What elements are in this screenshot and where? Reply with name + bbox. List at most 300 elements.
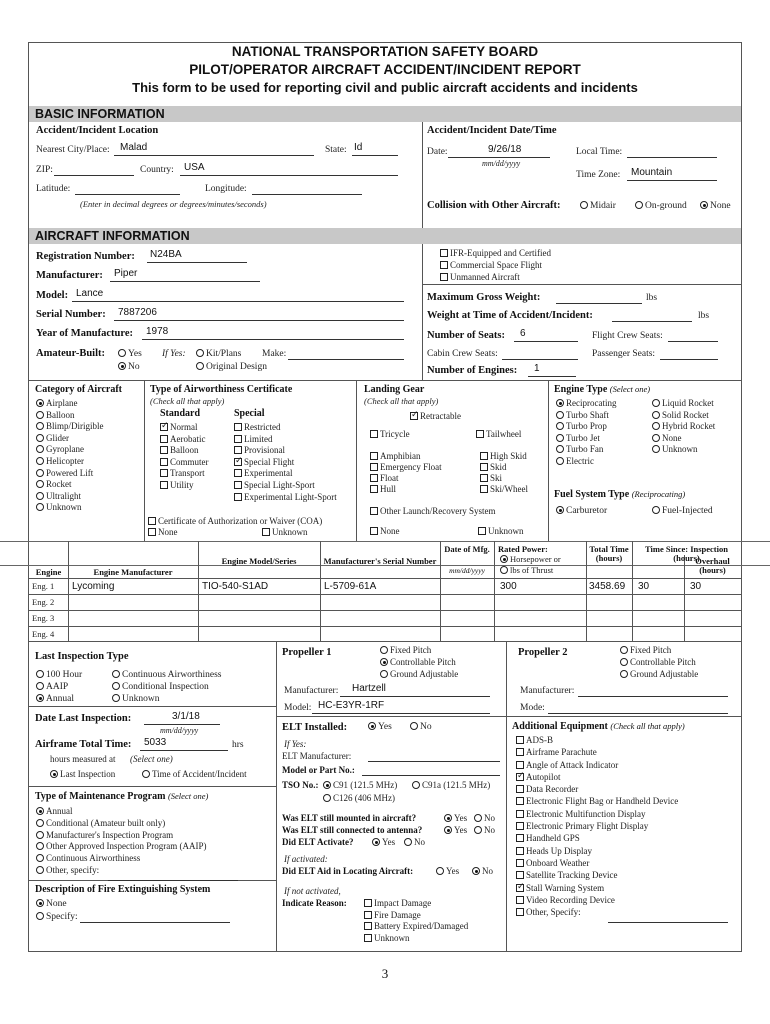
engine-type-option-b-1[interactable]: Solid Rocket bbox=[652, 410, 715, 422]
airworthiness-heading: Type of Airworthiness Certificate bbox=[150, 384, 293, 395]
last-inspection-date-field[interactable]: 3/1/18 bbox=[172, 711, 200, 722]
category-option-9[interactable]: Unknown bbox=[36, 502, 104, 514]
special-cert-option-0[interactable]: Restricted bbox=[234, 422, 337, 434]
equipment-option-7[interactable]: Electronic Primary Flight Display bbox=[516, 820, 678, 832]
prop2-model-label: Mode: bbox=[520, 703, 545, 713]
checkbox-icon bbox=[234, 435, 242, 443]
radio-icon bbox=[620, 670, 628, 678]
radio-icon bbox=[118, 349, 126, 357]
form-title-report: PILOT/OPERATOR AIRCRAFT ACCIDENT/INCIDENT REPORT bbox=[189, 62, 581, 77]
prop1-controllable-pitch[interactable]: Controllable Pitch bbox=[380, 657, 456, 667]
radio-selected-icon bbox=[700, 201, 708, 209]
hours-measured-label: hours measured at bbox=[50, 754, 116, 764]
equipment-option-4[interactable]: Data Recorder bbox=[516, 783, 678, 795]
radio-icon bbox=[36, 854, 44, 862]
radio-icon bbox=[652, 445, 660, 453]
inspection-date-format: mm/dd/yyyy bbox=[160, 726, 199, 735]
standard-cert-option-2[interactable]: Balloon bbox=[160, 445, 209, 457]
gear-high-skid[interactable]: High Skid bbox=[480, 451, 527, 461]
propeller1-heading: Propeller 1 bbox=[282, 647, 332, 658]
amateur-built-label: Amateur-Built: bbox=[36, 348, 106, 359]
fuel-system-heading: Fuel System Type (Reciprocating) bbox=[554, 489, 686, 500]
col-engine: Engine bbox=[35, 567, 62, 577]
inspection-100-hour[interactable]: 100 Hour bbox=[36, 670, 82, 680]
category-list bbox=[36, 398, 104, 514]
standard-cert-option-5[interactable]: Utility bbox=[160, 480, 209, 492]
category-option-4[interactable]: Gyroplane bbox=[36, 444, 104, 456]
radio-icon bbox=[474, 814, 482, 822]
engine-type-heading: Engine Type (Select one) bbox=[554, 384, 651, 395]
radio-selected-icon bbox=[372, 838, 380, 846]
radio-selected-icon bbox=[323, 781, 331, 789]
propeller2-heading: Propeller 2 bbox=[518, 647, 568, 658]
standard-cert-option-1[interactable]: Aerobatic bbox=[160, 434, 209, 446]
manufacturer-field[interactable]: Piper bbox=[114, 268, 138, 279]
checkbox-icon bbox=[160, 469, 168, 477]
col-date-format: mm/dd/yyyy bbox=[449, 566, 485, 575]
coa-option[interactable]: Certificate of Authorization or Waiver (COA) bbox=[148, 516, 322, 526]
equipment-option-13[interactable]: Video Recording Device bbox=[516, 894, 678, 906]
standard-cert-option-3[interactable]: Commuter bbox=[160, 457, 209, 469]
checkbox-icon bbox=[364, 899, 372, 907]
certificate-none[interactable]: None bbox=[148, 527, 178, 537]
checkbox-icon bbox=[480, 463, 488, 471]
col-serial: Manufacturer's Serial Number bbox=[323, 556, 437, 566]
gear-ski[interactable]: Ski bbox=[480, 473, 502, 483]
seats-label: Number of Seats: bbox=[427, 330, 505, 341]
latlon-note: (Enter in decimal degrees or degrees/minutes/seconds) bbox=[80, 199, 267, 209]
radio-icon bbox=[36, 480, 44, 488]
elt-mounted-no[interactable]: No bbox=[474, 813, 495, 823]
gear-amphibian[interactable]: Amphibian bbox=[370, 451, 421, 461]
radio-icon bbox=[36, 842, 44, 850]
radio-icon bbox=[112, 670, 120, 678]
radio-icon bbox=[36, 866, 44, 874]
radio-icon bbox=[196, 362, 204, 370]
zip-label: ZIP: bbox=[36, 165, 53, 175]
elt-activate-no[interactable]: No bbox=[404, 837, 425, 847]
equipment-option-6[interactable]: Electronic Multifunction Display bbox=[516, 808, 678, 820]
col-rated-power: Rated Power: bbox=[498, 544, 548, 554]
prop2-fixed-pitch[interactable]: Fixed Pitch bbox=[620, 645, 671, 655]
fire-extinguishing-heading: Description of Fire Extinguishing System bbox=[35, 884, 211, 895]
fuel-injected[interactable]: Fuel-Injected bbox=[652, 506, 713, 516]
elt-reason-option-0[interactable]: Impact Damage bbox=[364, 898, 468, 910]
elt-connected-no[interactable]: No bbox=[474, 825, 495, 835]
maintenance-option-0[interactable]: Annual bbox=[36, 806, 206, 818]
last-inspection-date-label: Date Last Inspection: bbox=[35, 713, 132, 724]
equipment-option-2[interactable]: Angle of Attack Indicator bbox=[516, 759, 678, 771]
gear-emergency-float[interactable]: Emergency Float bbox=[370, 462, 442, 472]
radio-icon bbox=[36, 457, 44, 465]
category-option-0[interactable]: Airplane bbox=[36, 398, 104, 410]
special-cert-option-1[interactable]: Limited bbox=[234, 434, 337, 446]
gear-tailwheel[interactable]: Tailwheel bbox=[476, 429, 521, 439]
category-option-8[interactable]: Ultralight bbox=[36, 491, 104, 503]
fuel-carburetor[interactable]: Carburetor bbox=[556, 506, 607, 516]
additional-equipment-list bbox=[516, 734, 678, 918]
radio-icon bbox=[36, 411, 44, 419]
serial-label: Serial Number: bbox=[36, 309, 106, 320]
engine-type-option-3[interactable]: Turbo Jet bbox=[556, 433, 616, 445]
checkbox-icon bbox=[370, 485, 378, 493]
commercial-space-flight[interactable]: Commercial Space Flight bbox=[440, 260, 542, 270]
maintenance-heading: Type of Maintenance Program (Select one) bbox=[35, 791, 209, 802]
thrust-option[interactable]: lbs of Thrust bbox=[500, 565, 553, 575]
model-field[interactable]: Lance bbox=[76, 288, 104, 299]
checkbox-icon bbox=[516, 871, 524, 879]
section-aircraft-information: AIRCRAFT INFORMATION bbox=[29, 228, 741, 244]
engine-row-1-mfr[interactable]: Lycoming bbox=[72, 581, 115, 592]
radio-icon bbox=[556, 411, 564, 419]
fire-none[interactable]: None bbox=[36, 899, 67, 909]
engine-type-option-b-2[interactable]: Hybrid Rocket bbox=[652, 421, 715, 433]
elt-if-activated: If activated: bbox=[284, 854, 328, 864]
equipment-option-9[interactable]: Heads Up Display bbox=[516, 845, 678, 857]
category-option-1[interactable]: Balloon bbox=[36, 410, 104, 422]
radio-icon bbox=[36, 831, 44, 839]
radio-icon bbox=[474, 826, 482, 834]
checkbox-icon bbox=[516, 797, 524, 805]
checkbox-icon bbox=[370, 507, 378, 515]
engines-label: Number of Engines: bbox=[427, 365, 518, 376]
elt-aid-yes[interactable]: Yes bbox=[436, 866, 459, 876]
datetime-heading: Accident/Incident Date/Time bbox=[427, 125, 557, 136]
checkbox-icon bbox=[516, 785, 524, 793]
amateur-no[interactable]: No bbox=[118, 362, 140, 372]
prop2-manufacturer-label: Manufacturer: bbox=[520, 686, 575, 696]
collision-none[interactable]: None bbox=[700, 201, 731, 211]
radio-icon bbox=[36, 469, 44, 477]
elt-activate-label: Did ELT Activate? bbox=[282, 837, 354, 847]
inspection-unknown[interactable]: Unknown bbox=[112, 694, 159, 704]
engine-type-option-5[interactable]: Electric bbox=[556, 456, 616, 468]
cabin-crew-seats-label: Cabin Crew Seats: bbox=[427, 349, 498, 359]
engine-row-1-serial[interactable]: L-5709-61A bbox=[324, 581, 377, 592]
engine-row-1-total[interactable]: 3458.69 bbox=[589, 581, 626, 592]
engine-row-2-eng: Eng. 2 bbox=[32, 597, 55, 607]
checkbox-icon bbox=[516, 908, 524, 916]
equipment-option-14[interactable]: Other, Specify: bbox=[516, 906, 678, 918]
radio-icon bbox=[196, 349, 204, 357]
engine-row-1-power[interactable]: 300 bbox=[500, 581, 517, 592]
gear-other[interactable]: Other Launch/Recovery System bbox=[370, 506, 495, 516]
gear-unknown[interactable]: Unknown bbox=[478, 526, 524, 536]
passenger-seats-label: Passenger Seats: bbox=[592, 349, 656, 359]
radio-selected-icon bbox=[36, 399, 44, 407]
radio-selected-icon bbox=[500, 555, 508, 563]
radio-icon bbox=[635, 201, 643, 209]
radio-selected-icon bbox=[36, 807, 44, 815]
prop1-model-label: Model: bbox=[284, 703, 312, 713]
prop2-controllable-pitch[interactable]: Controllable Pitch bbox=[620, 657, 696, 667]
elt-reason-option-1[interactable]: Fire Damage bbox=[364, 910, 468, 922]
elt-mounted-label: Was ELT still mounted in aircraft? bbox=[282, 813, 417, 823]
engine-type-option-b-0[interactable]: Liquid Rocket bbox=[652, 398, 715, 410]
radio-icon bbox=[500, 566, 508, 574]
radio-icon bbox=[36, 912, 44, 920]
radio-icon bbox=[36, 819, 44, 827]
radio-icon bbox=[652, 411, 660, 419]
engine-type-option-b-3[interactable]: None bbox=[652, 433, 715, 445]
year-field[interactable]: 1978 bbox=[146, 326, 169, 337]
radio-icon bbox=[36, 434, 44, 442]
inspection-annual[interactable]: Annual bbox=[36, 694, 74, 704]
maintenance-option-5[interactable]: Other, specify: bbox=[36, 865, 206, 877]
inspection-aaip[interactable]: AAIP bbox=[36, 682, 68, 692]
checkbox-icon bbox=[370, 430, 378, 438]
elt-activate-yes[interactable]: Yes bbox=[372, 837, 395, 847]
collision-label: Collision with Other Aircraft: bbox=[427, 200, 561, 211]
elt-tso-c91[interactable]: C91 (121.5 MHz) bbox=[323, 780, 397, 790]
elt-aid-no[interactable]: No bbox=[472, 866, 493, 876]
col-date-mfg: Date of Mfg. bbox=[444, 544, 490, 554]
prop2-ground-adjustable[interactable]: Ground Adjustable bbox=[620, 669, 698, 679]
col-engine-manufacturer: Engine Manufacturer bbox=[93, 567, 173, 577]
gear-none[interactable]: None bbox=[370, 526, 400, 536]
category-heading: Category of Aircraft bbox=[35, 384, 123, 395]
date-format-note: mm/dd/yyyy bbox=[482, 159, 521, 168]
special-cert-option-2[interactable]: Provisional bbox=[234, 445, 337, 457]
radio-selected-icon bbox=[36, 694, 44, 702]
checkbox-icon bbox=[370, 527, 378, 535]
checkbox-icon bbox=[234, 423, 242, 431]
category-option-2[interactable]: Blimp/Dirigible bbox=[36, 421, 104, 433]
engine-type-option-b-4[interactable]: Unknown bbox=[652, 444, 715, 456]
local-time-label: Local Time: bbox=[576, 147, 623, 157]
original-design-option[interactable]: Original Design bbox=[196, 362, 267, 372]
elt-if-not-activated: If not activated, bbox=[284, 886, 341, 896]
engines-field[interactable]: 1 bbox=[534, 363, 540, 374]
maintenance-option-4[interactable]: Continuous Airworthiness bbox=[36, 853, 206, 865]
equipment-option-0[interactable]: ADS-B bbox=[516, 734, 678, 746]
gear-float[interactable]: Float bbox=[370, 473, 399, 483]
special-cert-option-5[interactable]: Special Light-Sport bbox=[234, 480, 337, 492]
checkbox-icon bbox=[516, 822, 524, 830]
elt-tso-c126[interactable]: C126 (406 MHz) bbox=[323, 793, 395, 803]
col-engine-model: Engine Model/Series bbox=[221, 556, 297, 566]
maintenance-option-3[interactable]: Other Approved Inspection Program (AAIP) bbox=[36, 841, 206, 853]
col-time-since: Time Since: Inspection (hours) bbox=[645, 544, 728, 563]
checkbox-icon bbox=[234, 469, 242, 477]
equipment-option-12[interactable]: ✓Stall Warning System bbox=[516, 882, 678, 894]
radio-icon bbox=[652, 506, 660, 514]
serial-field[interactable]: 7887206 bbox=[118, 307, 157, 318]
amateur-yes[interactable]: Yes bbox=[118, 349, 142, 359]
kit-plans-option[interactable]: Kit/Plans bbox=[196, 349, 241, 359]
radio-icon bbox=[36, 492, 44, 500]
equipment-option-8[interactable]: Handheld GPS bbox=[516, 832, 678, 844]
measured-last-inspection[interactable]: Last Inspection bbox=[50, 769, 115, 779]
engine-type-option-0[interactable]: Reciprocating bbox=[556, 398, 616, 410]
radio-selected-icon bbox=[556, 399, 564, 407]
checkbox-icon bbox=[364, 922, 372, 930]
equipment-option-1[interactable]: Airframe Parachute bbox=[516, 746, 678, 758]
radio-icon bbox=[436, 867, 444, 875]
engine-row-3-eng: Eng. 3 bbox=[32, 613, 55, 623]
checkbox-icon bbox=[160, 458, 168, 466]
equipment-option-5[interactable]: Electronic Flight Bag or Handheld Device bbox=[516, 795, 678, 807]
radio-selected-icon bbox=[472, 867, 480, 875]
seats-field[interactable]: 6 bbox=[520, 328, 526, 339]
engine-row-1-ovh[interactable]: 30 bbox=[690, 581, 702, 592]
elt-if-yes: If Yes: bbox=[284, 739, 307, 749]
page-number: 3 bbox=[381, 966, 389, 981]
lbs-unit: lbs bbox=[646, 293, 658, 303]
checkbox-icon bbox=[478, 527, 486, 535]
gear-retractable[interactable]: ✓Retractable bbox=[410, 411, 461, 421]
engine-type-option-2[interactable]: Turbo Prop bbox=[556, 421, 616, 433]
registration-label: Registration Number: bbox=[36, 251, 135, 262]
model-label: Model: bbox=[36, 290, 69, 301]
radio-icon bbox=[36, 445, 44, 453]
standard-cert-option-4[interactable]: Transport bbox=[160, 468, 209, 480]
prop1-model-field[interactable]: HC-E3YR-1RF bbox=[318, 700, 385, 711]
prop1-ground-adjustable[interactable]: Ground Adjustable bbox=[380, 669, 458, 679]
inspection-conditional[interactable]: Conditional Inspection bbox=[112, 682, 209, 692]
checkbox-icon bbox=[480, 474, 488, 482]
prop1-manufacturer-field[interactable]: Hartzell bbox=[352, 683, 386, 694]
radio-selected-icon bbox=[556, 506, 564, 514]
flight-crew-seats-label: Flight Crew Seats: bbox=[592, 331, 663, 341]
maintenance-option-1[interactable]: Conditional (Amateur built only) bbox=[36, 818, 206, 830]
date-label: Date: bbox=[427, 147, 448, 157]
latitude-label: Latitude: bbox=[36, 184, 71, 194]
make-label: Make: bbox=[262, 349, 287, 359]
engine-row-1-model[interactable]: TIO-540-S1AD bbox=[202, 581, 269, 592]
radio-selected-icon bbox=[444, 814, 452, 822]
checkbox-icon bbox=[234, 446, 242, 454]
engine-type-list-right bbox=[652, 398, 715, 456]
max-gross-weight-label: Maximum Gross Weight: bbox=[427, 292, 541, 303]
checkbox-checked-icon bbox=[516, 884, 524, 892]
checkbox-icon bbox=[516, 859, 524, 867]
maintenance-option-2[interactable]: Manufacturer's Inspection Program bbox=[36, 830, 206, 842]
standard-cert-option-0[interactable]: ✓Normal bbox=[160, 422, 209, 434]
form-title-agency: NATIONAL TRANSPORTATION SAFETY BOARD bbox=[231, 44, 539, 59]
country-label: Country: bbox=[140, 165, 174, 175]
checkbox-icon bbox=[440, 249, 448, 257]
radio-selected-icon bbox=[380, 658, 388, 666]
checkbox-icon bbox=[148, 517, 156, 525]
additional-equipment-heading: Additional Equipment (Check all that apply) bbox=[512, 721, 685, 732]
equipment-option-11[interactable]: Satellite Tracking Device bbox=[516, 869, 678, 881]
radio-icon bbox=[142, 770, 150, 778]
lbs-unit: lbs bbox=[698, 311, 710, 321]
radio-icon bbox=[620, 658, 628, 666]
col-total-time: Total Time (hours) bbox=[589, 544, 629, 563]
state-field[interactable]: Id bbox=[354, 142, 363, 153]
engine-row-4-eng: Eng. 4 bbox=[32, 629, 55, 639]
category-option-6[interactable]: Powered Lift bbox=[36, 468, 104, 480]
horsepower-option[interactable]: Horsepower or bbox=[500, 554, 561, 564]
equipment-option-10[interactable]: Onboard Weather bbox=[516, 857, 678, 869]
collision-midair[interactable]: Midair bbox=[580, 201, 616, 211]
radio-icon bbox=[652, 422, 660, 430]
checkbox-checked-icon bbox=[516, 773, 524, 781]
radio-icon bbox=[556, 434, 564, 442]
col-overhaul: Overhaul (hours) bbox=[695, 556, 730, 575]
weight-at-accident-label: Weight at Time of Accident/Incident: bbox=[427, 310, 593, 321]
date-field[interactable]: 9/26/18 bbox=[488, 144, 522, 155]
gear-hull[interactable]: Hull bbox=[370, 484, 396, 494]
hrs-unit: hrs bbox=[232, 740, 244, 750]
standard-list bbox=[160, 422, 209, 492]
equipment-option-3[interactable]: ✓Autopilot bbox=[516, 771, 678, 783]
engine-type-option-1[interactable]: Turbo Shaft bbox=[556, 410, 616, 422]
checkbox-icon bbox=[148, 528, 156, 536]
location-heading: Accident/Incident Location bbox=[36, 125, 159, 136]
category-option-5[interactable]: Helicopter bbox=[36, 456, 104, 468]
landing-gear-heading: Landing Gear bbox=[364, 384, 425, 395]
gear-tricycle[interactable]: Tricycle bbox=[370, 429, 410, 439]
engine-type-option-4[interactable]: Turbo Fan bbox=[556, 444, 616, 456]
last-inspection-heading: Last Inspection Type bbox=[35, 651, 129, 662]
checkbox-icon bbox=[516, 834, 524, 842]
timezone-field[interactable]: Mountain bbox=[631, 167, 673, 178]
measured-time-of-accident[interactable]: Time of Accident/Incident bbox=[142, 769, 247, 779]
special-cert-option-3[interactable]: ✓Special Flight bbox=[234, 457, 337, 469]
registration-field[interactable]: N24BA bbox=[150, 249, 182, 260]
collision-onground[interactable]: On-ground bbox=[635, 201, 687, 211]
ifr-equipped[interactable]: IFR-Equipped and Certified bbox=[440, 248, 551, 258]
checkbox-icon bbox=[370, 463, 378, 471]
unmanned-aircraft[interactable]: Unmanned Aircraft bbox=[440, 272, 520, 282]
category-option-7[interactable]: Rocket bbox=[36, 479, 104, 491]
checkbox-icon bbox=[516, 847, 524, 855]
prop1-manufacturer-label: Manufacturer: bbox=[284, 686, 339, 696]
if-yes-note: If Yes: bbox=[162, 349, 186, 359]
checkbox-icon bbox=[516, 896, 524, 904]
radio-icon bbox=[652, 434, 660, 442]
certificate-unknown[interactable]: Unknown bbox=[262, 527, 308, 537]
category-option-3[interactable]: Glider bbox=[36, 433, 104, 445]
radio-selected-icon bbox=[444, 826, 452, 834]
special-list bbox=[234, 422, 337, 503]
gear-skid[interactable]: Skid bbox=[480, 462, 507, 472]
checkbox-icon bbox=[480, 485, 488, 493]
radio-icon bbox=[556, 445, 564, 453]
elt-reason-option-2[interactable]: Battery Expired/Damaged bbox=[364, 921, 468, 933]
engine-row-1-eng: Eng. 1 bbox=[32, 581, 55, 591]
special-heading: Special bbox=[234, 408, 265, 419]
country-field[interactable]: USA bbox=[184, 162, 205, 173]
city-field[interactable]: Malad bbox=[120, 142, 148, 153]
elt-mounted-yes[interactable]: Yes bbox=[444, 813, 467, 823]
maintenance-list bbox=[36, 806, 206, 877]
special-cert-option-6[interactable]: Experimental Light-Sport bbox=[234, 492, 337, 504]
year-label: Year of Manufacture: bbox=[36, 328, 134, 339]
prop1-fixed-pitch[interactable]: Fixed Pitch bbox=[380, 645, 431, 655]
fire-specify[interactable]: Specify: bbox=[36, 912, 78, 922]
special-cert-option-4[interactable]: Experimental bbox=[234, 468, 337, 480]
elt-connected-yes[interactable]: Yes bbox=[444, 825, 467, 835]
inspection-continuous[interactable]: Continuous Airworthiness bbox=[112, 670, 222, 680]
gear-ski-wheel[interactable]: Ski/Wheel bbox=[480, 484, 528, 494]
elt-reason-option-3[interactable]: Unknown bbox=[364, 933, 468, 945]
elt-tso-c91a[interactable]: C91a (121.5 MHz) bbox=[412, 780, 490, 790]
elt-no[interactable]: No bbox=[410, 722, 432, 732]
elt-aid-label: Did ELT Aid in Locating Aircraft: bbox=[282, 866, 414, 876]
airframe-time-field[interactable]: 5033 bbox=[144, 737, 167, 748]
radio-icon bbox=[620, 646, 628, 654]
checkbox-icon bbox=[516, 736, 524, 744]
checkbox-icon bbox=[234, 493, 242, 501]
elt-yes[interactable]: Yes bbox=[368, 722, 392, 732]
engine-row-1-insp[interactable]: 30 bbox=[638, 581, 650, 592]
elt-connected-label: Was ELT still connected to antenna? bbox=[282, 825, 423, 835]
timezone-label: Time Zone: bbox=[576, 170, 621, 180]
